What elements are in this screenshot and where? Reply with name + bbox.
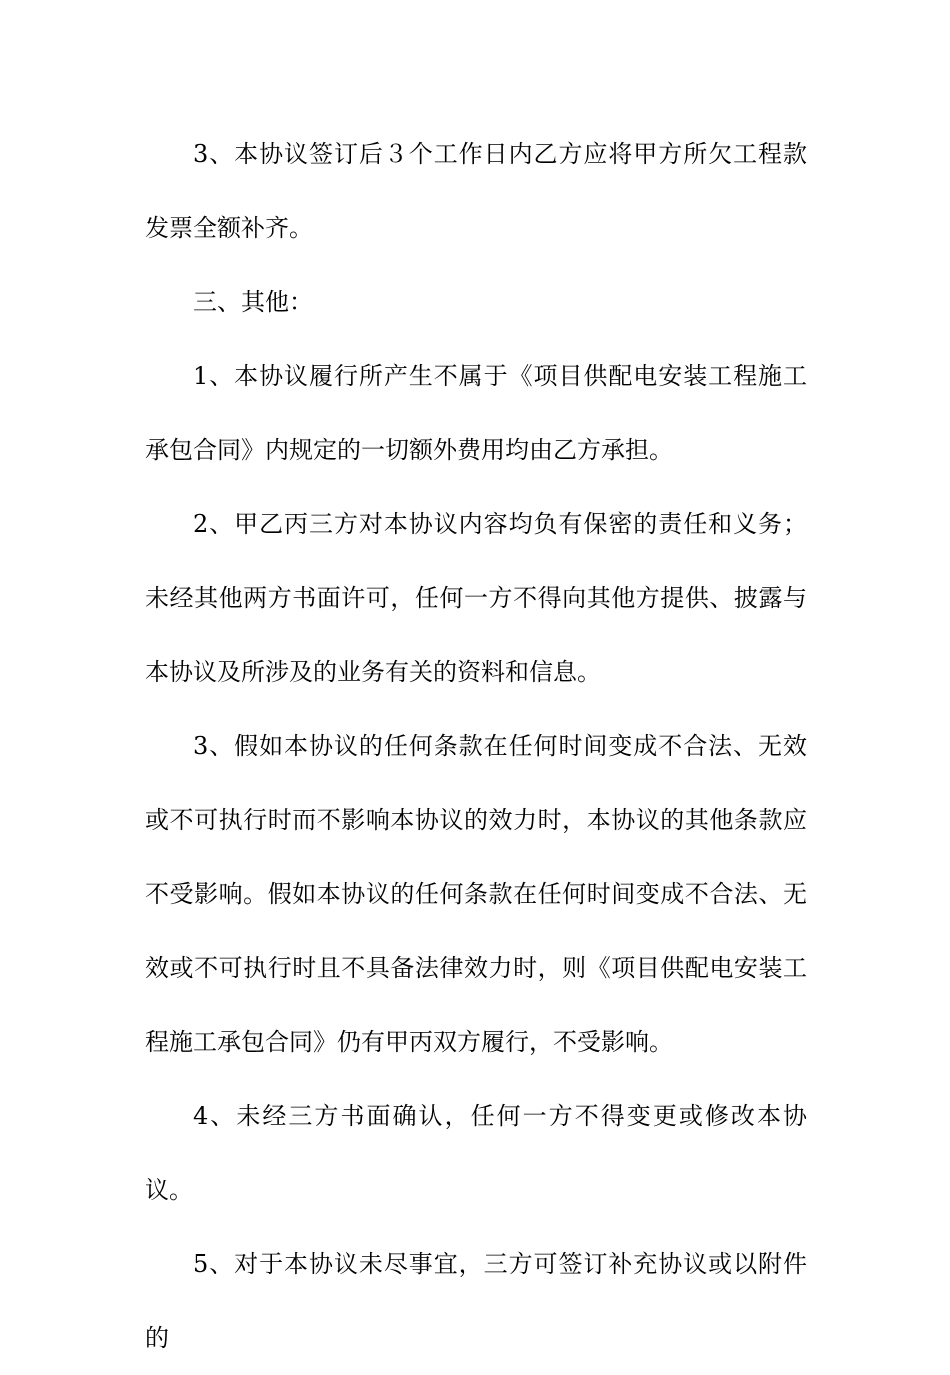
paragraph-clause-3-invoice: 3、本协议签订后３个工作日内乙方应将甲方所欠工程款发票全额补齐。 [145,140,807,242]
paragraph-clause-5-supplement: 5、对于本协议未尽事宜，三方可签订补充协议或以附件的 [145,1250,807,1352]
paragraph-clause-4-amendment: 4、未经三方书面确认，任何一方不得变更或修改本协议。 [145,1102,807,1204]
paragraph-clause-2-confidentiality: 2、甲乙丙三方对本协议内容均负有保密的责任和义务；未经其他两方书面许可，任何一方不得向其他方提供、披露与本协议及所涉及的业务有关的资料和信息。 [145,510,807,686]
paragraph-clause-3-severability: 3、假如本协议的任何条款在任何时间变成不合法、无效或不可执行时而不影响本协议的效力时，本协议的其他条款应不受影响。假如本协议的任何条款在任何时间变成不合法、无效或不可执行时且不具备法律效力时，则《项目供配电安装工程施工承包合同》仍有甲丙双方履行，不受影响。 [145,732,807,1056]
document-body [145,117,807,1375]
paragraph-clause-1-extra-costs: 1、本协议履行所产生不属于《项目供配电安装工程施工承包合同》内规定的一切额外费用均由乙方承担。 [145,362,807,464]
section-heading-other: 三、其他： [193,288,313,316]
